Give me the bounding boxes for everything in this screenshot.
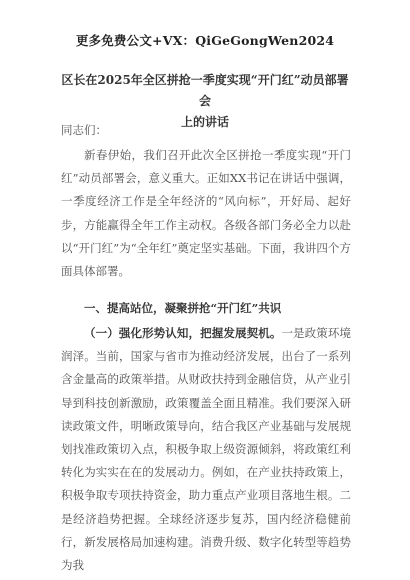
section-heading: 一、提高站位，凝聚拼抢“开门红”共识 xyxy=(84,301,282,315)
intro-paragraph: 新春伊始，我们召开此次全区拼抢一季度实现“开门红”动员部署会，意义重大。正如XX书记在讲话中强调，一季度经济工作是全年经济的“风向标”，开好局、起好步，方能赢得全年工作主动权。各级各部门务必全力以赴以“开门红”为“全年红”奠定坚实基础。下面，我讲四个方面具体部署。 xyxy=(61,148,351,279)
subsection-body: 一是政策环境润泽。当前，国家与省市为推动经济发展，出台了一系列含金量高的政策举措。从财政扶持到金融信贷，从产业引导到科技创新激励，政策覆盖全面且精准。我们要深入研读政策文件，明晰政策导向，结合我区产业基础与发展规划找准政策切入点，积极争取上级资源倾斜，将政策红利转化为实实在在的发展动力。例如，在产业扶持政策上，积极争取专项扶持资金，助力重点产业项目落地生根。二是经济趋势把握。全球经济逐步复苏，国内经济稳健前行，新发展格局加速构建。消费升级、数字化转型等趋势为我 xyxy=(61,326,352,573)
title-line-2: 上的讲话 xyxy=(180,115,229,129)
salutation: 同志们： xyxy=(61,123,107,137)
subsection-heading: （一）强化形势认知，把握发展契机。 xyxy=(84,326,282,340)
watermark-header: 更多免费公文+VX：QiGeGongWen2024 xyxy=(75,33,335,48)
title-line-1: 区长在2025年全区拼抢一季度实现“开门红”动员部署会 xyxy=(61,73,349,108)
subsection-paragraph xyxy=(61,322,351,577)
